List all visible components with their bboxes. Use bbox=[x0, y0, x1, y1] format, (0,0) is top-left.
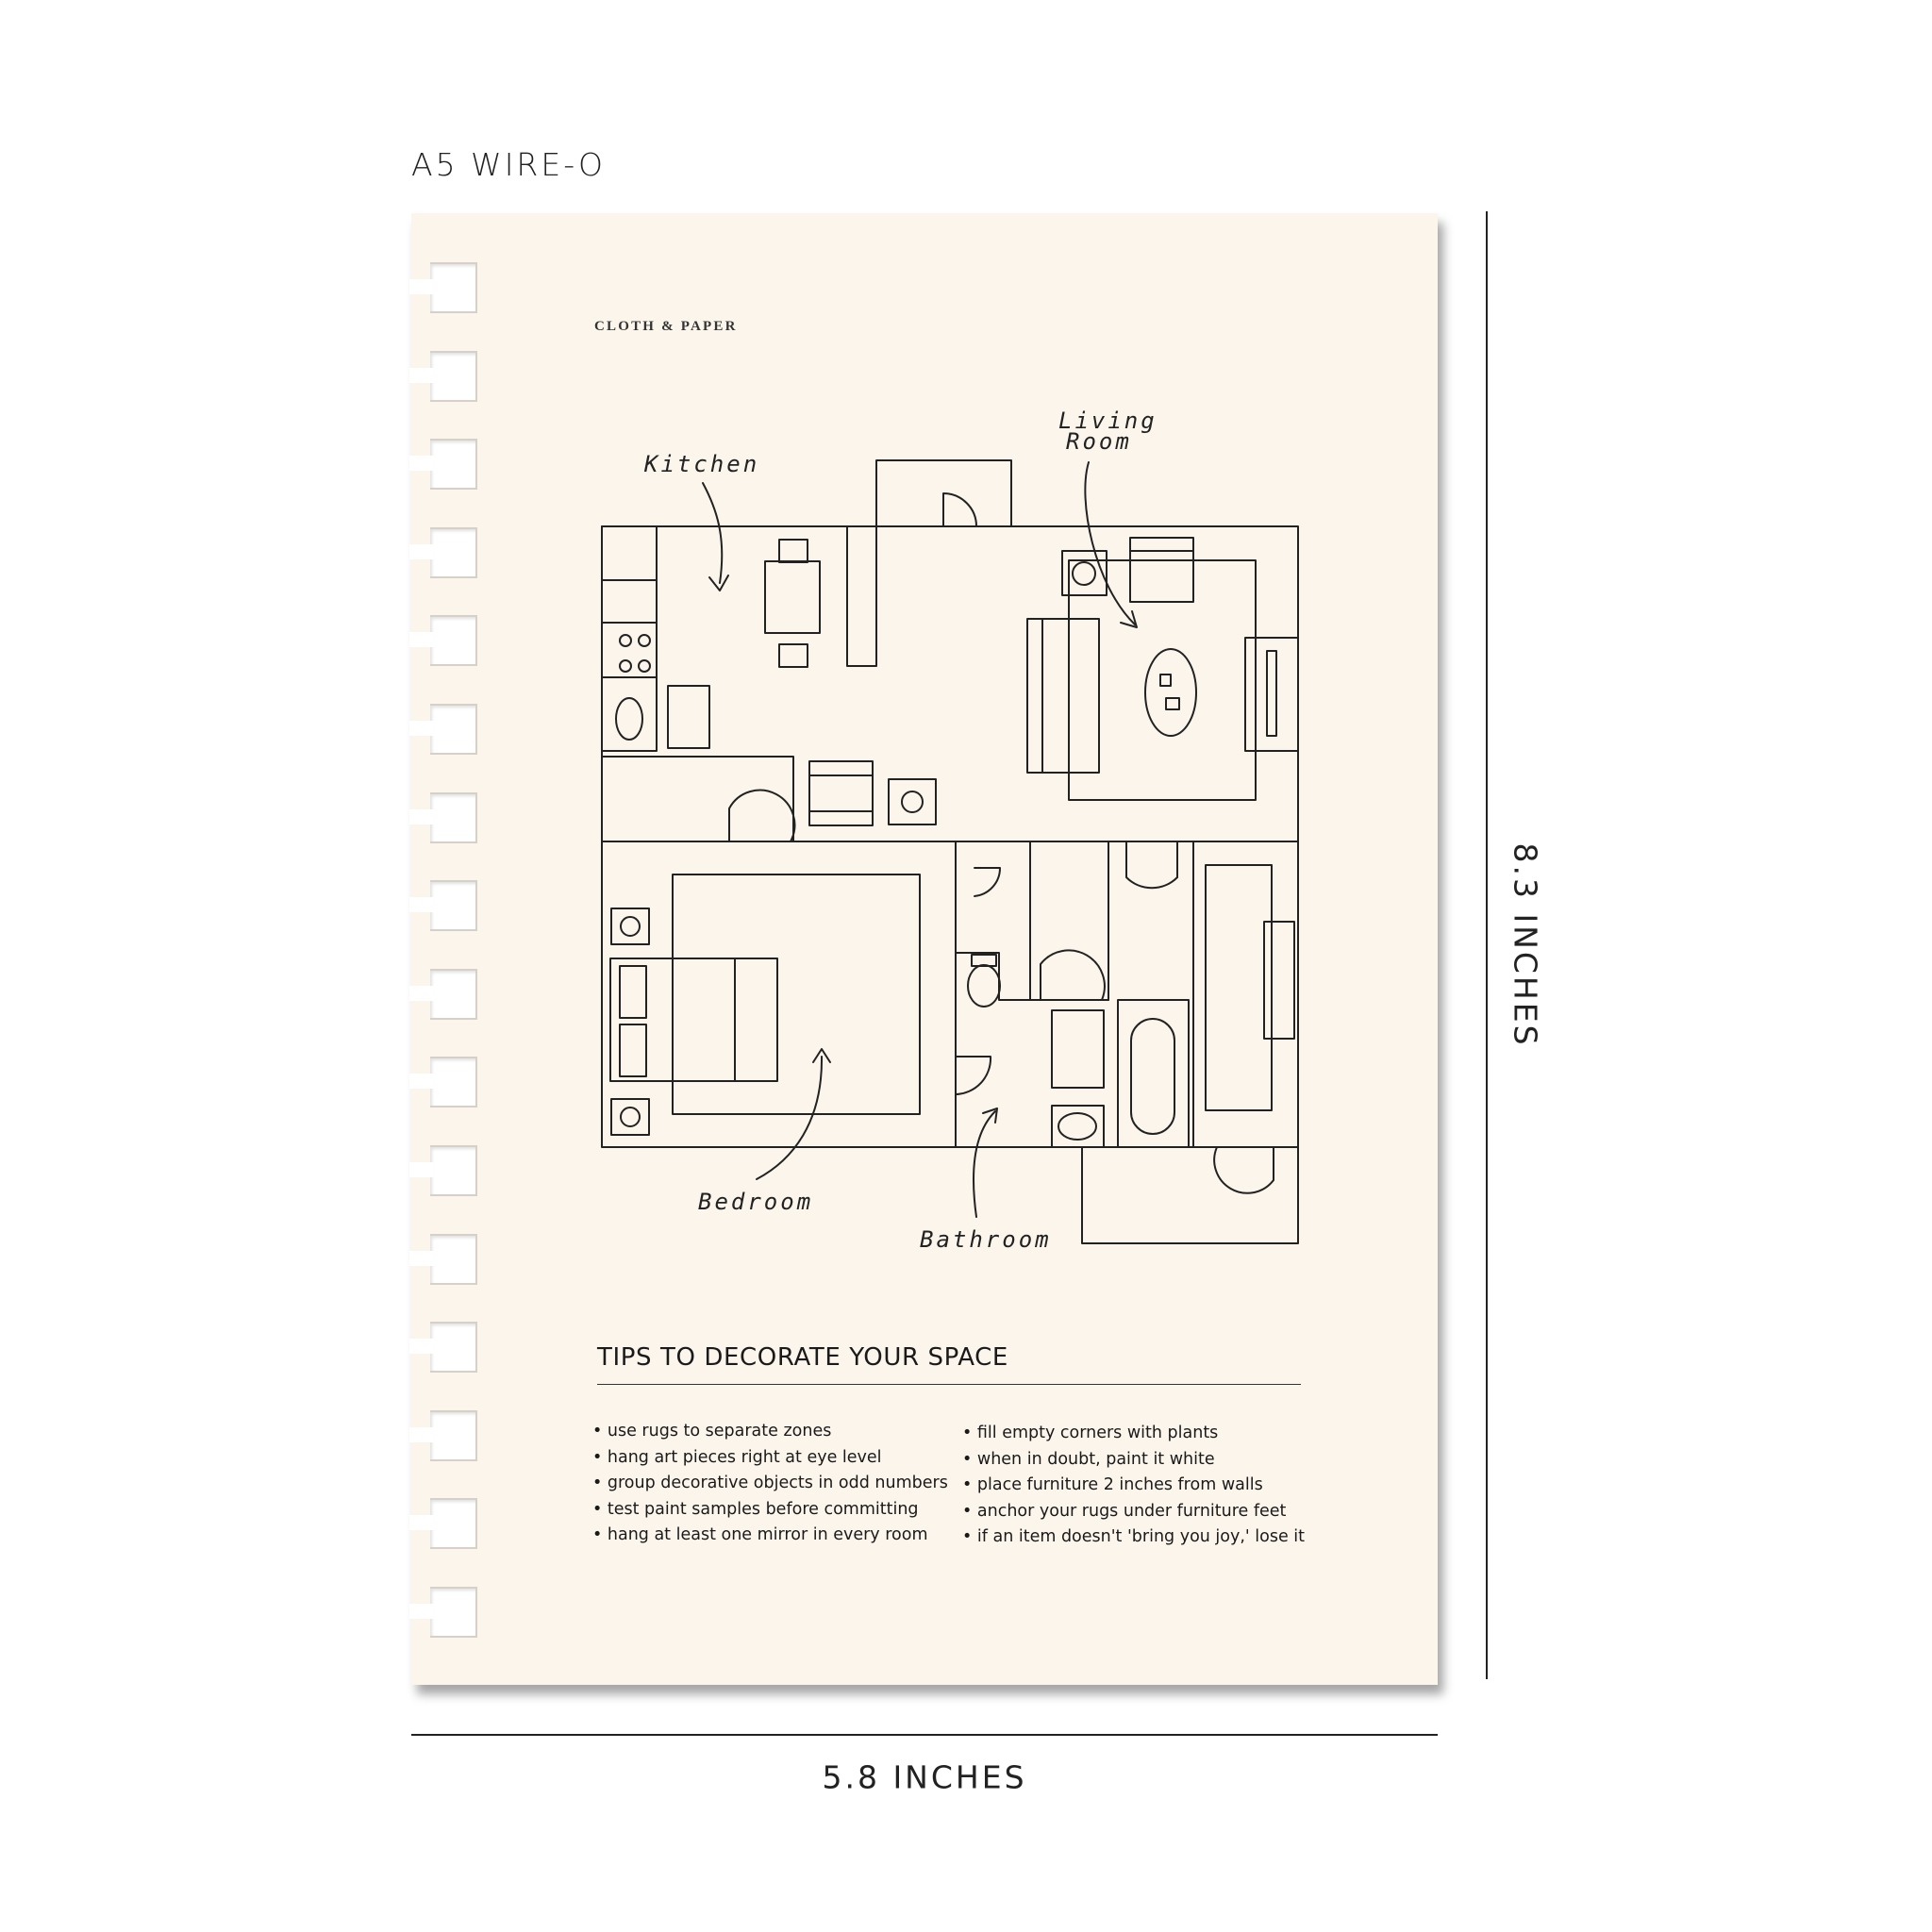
bedroom-rug bbox=[673, 874, 920, 1114]
bathroom-label: Bathroom bbox=[920, 1226, 1052, 1253]
height-dimension-line bbox=[1486, 211, 1488, 1679]
tips-divider bbox=[597, 1384, 1301, 1385]
dining-table bbox=[765, 561, 820, 633]
nightstand-bottom bbox=[611, 1099, 649, 1135]
kitchen-sink bbox=[616, 698, 642, 740]
kitchen-label: Kitchen bbox=[644, 451, 760, 477]
living-room-label-line2: Room bbox=[1066, 428, 1132, 455]
bed bbox=[610, 958, 777, 1081]
vanity bbox=[1052, 1010, 1104, 1088]
kitchen-counter bbox=[602, 526, 657, 751]
side-table bbox=[889, 779, 936, 824]
format-label: A5 WIRE-O bbox=[411, 146, 607, 183]
brand-name: CLOTH & PAPER bbox=[594, 319, 738, 334]
width-dimension-line bbox=[411, 1734, 1438, 1736]
living-room-label-line1: Living bbox=[1058, 408, 1158, 434]
toilet bbox=[968, 965, 1000, 1007]
width-dimension-label: 5.8 INCHES bbox=[822, 1758, 1027, 1796]
sofa bbox=[1027, 619, 1099, 773]
tv-console bbox=[1245, 638, 1298, 751]
height-dimension-label: 8.3 INCHES bbox=[1507, 842, 1544, 1048]
tip-item: • hang at least one mirror in every room bbox=[592, 1525, 928, 1544]
nightstand-top bbox=[611, 908, 649, 944]
tip-item: • test paint samples before committing bbox=[592, 1499, 919, 1519]
bathroom-arrow bbox=[974, 1111, 995, 1217]
entry-door bbox=[943, 493, 976, 526]
tip-item: • anchor your rugs under furniture feet bbox=[962, 1501, 1287, 1521]
balcony-door bbox=[1214, 1147, 1274, 1193]
tips-title: TIPS TO DECORATE YOUR SPACE bbox=[597, 1343, 1008, 1372]
bedroom-label: Bedroom bbox=[698, 1189, 814, 1215]
living-rug bbox=[1069, 560, 1256, 800]
tip-item: • use rugs to separate zones bbox=[592, 1422, 832, 1441]
living-armchair bbox=[1130, 538, 1193, 602]
tip-item: • place furniture 2 inches from walls bbox=[962, 1475, 1263, 1494]
tips-list-right bbox=[962, 1421, 1305, 1551]
tip-item: • if an item doesn't 'bring you joy,' lose it bbox=[962, 1527, 1306, 1546]
coffee-table bbox=[1145, 649, 1196, 736]
kitchen-arrow bbox=[703, 483, 722, 583]
tips-list-left bbox=[592, 1419, 948, 1549]
living-arrow bbox=[1085, 462, 1135, 625]
tip-item: • when in doubt, paint it white bbox=[962, 1449, 1215, 1469]
tip-item: • group decorative objects in odd numbers bbox=[592, 1474, 948, 1492]
tip-item: • fill empty corners with plants bbox=[962, 1424, 1219, 1442]
armchair bbox=[809, 761, 873, 825]
bedroom-arrow bbox=[757, 1057, 822, 1179]
fridge bbox=[668, 686, 709, 748]
closet bbox=[1206, 865, 1272, 1110]
bedroom-door-1 bbox=[729, 791, 794, 841]
tip-item: • hang art pieces right at eye level bbox=[592, 1447, 882, 1467]
bathroom-door bbox=[956, 1057, 991, 1094]
balcony bbox=[1082, 1147, 1298, 1243]
bathtub bbox=[1118, 1000, 1189, 1147]
